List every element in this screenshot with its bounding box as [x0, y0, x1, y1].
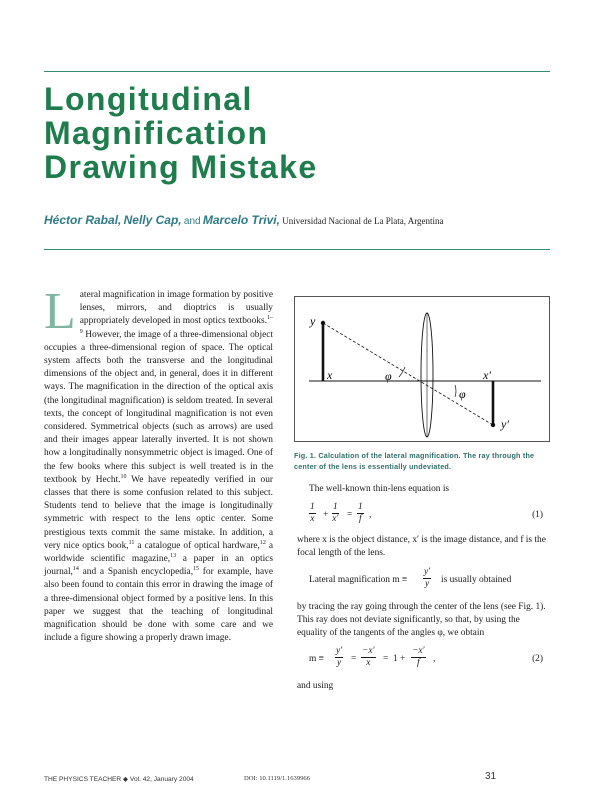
- eq2-one-plus: 1 +: [393, 654, 406, 665]
- eq1-plus: +: [323, 510, 329, 521]
- author-affiliation: Universidad Nacional de La Plata, Argentina: [282, 216, 444, 226]
- top-rule: [44, 71, 550, 72]
- title-line-2: Magnification: [44, 115, 269, 151]
- title-line-1: Longitudinal: [44, 81, 253, 117]
- label-phi-right: φ: [459, 387, 466, 401]
- article-title: [44, 82, 318, 184]
- author-line: [44, 213, 554, 227]
- author-cap: Nelly Cap,: [123, 213, 182, 227]
- ref-14: 14: [72, 566, 79, 573]
- image-tip: [491, 423, 495, 427]
- drop-cap: L: [44, 283, 76, 340]
- body-text-4: a catalogue of optical hardware,: [134, 540, 260, 551]
- author-rule: [44, 249, 550, 250]
- eq1-number: (1): [532, 510, 543, 521]
- page-number: 31: [485, 771, 497, 782]
- figure-1: [294, 296, 550, 442]
- ref-11: 11: [128, 539, 135, 546]
- angle-arc-left: [399, 367, 405, 377]
- eq1-num-2: 1: [333, 502, 338, 513]
- label-y: y: [310, 314, 316, 328]
- eq1-num-1: 1: [310, 502, 315, 513]
- eq1-fraction-2: [332, 502, 339, 525]
- lateral-magnification-line: [297, 567, 547, 595]
- eq2-fraction-3: [411, 646, 426, 669]
- body-text-1: ateral magnification in image formation by positive lenses, mirrors, and dioptrics is usually appropriately developed in most optics textbooks.: [79, 290, 273, 327]
- eq2-num-2: −x′: [362, 646, 375, 657]
- equation-2: [297, 646, 547, 674]
- eq1-comma: ,: [369, 510, 372, 521]
- paragraph-where: where x is the object distance, x′ is the image distance, and f is the focal length of the lens.: [297, 535, 546, 559]
- paragraph-thin-lens-intro: The well-known thin-lens equation is: [309, 484, 450, 494]
- body-text-2: However, the image of a three-dimensional object occupies a three-dimensional region of space. The optical system affects both the transverse and the longitudinal dimensions of the object and, in general, does it in different ways. The magnification in the direction of the optical axis (the longitudinal magnification) is seldom treated. In several texts, the concept of longitudinal magnification is not even considered. Symmetrical objects (such as arrows) are used and their images appear laterally inverted. It is not shown how a longitudinally nonsymmetric object is imaged. One of the few books where this subject is well treated is in the textbook by Hecht.: [44, 329, 273, 485]
- eq2-comma: ,: [433, 654, 436, 665]
- ref-1-9: 1–9: [79, 315, 273, 335]
- lens-diagram: [295, 297, 549, 441]
- eq2-fraction-1: [335, 646, 343, 669]
- ref-15: 15: [193, 566, 200, 573]
- eq2-den-3: f: [416, 658, 420, 669]
- eq1-equals: =: [347, 510, 353, 521]
- eq2-number: (2): [532, 654, 543, 665]
- body-left-column: [44, 283, 273, 645]
- eq2-num-1: y′: [336, 646, 343, 657]
- chief-ray: [323, 323, 493, 425]
- paragraph-ray-tracing: by tracing the ray going through the center of the lens (see Fig. 1). This ray does not deviate significantly, so that, by using the equality of the tangents of the angles φ, we obtain: [297, 601, 546, 639]
- eq2-equals-2: =: [383, 654, 389, 665]
- figure-caption: Fig. 1. Calculation of the lateral magnification. The ray through the center of the lens is essentially undeviated.: [294, 451, 535, 471]
- eq1-den-3: f: [359, 514, 362, 525]
- title-line-3: Drawing Mistake: [44, 149, 318, 185]
- author-trivi: Marcelo Trivi,: [202, 213, 280, 227]
- footer-doi: DOI: 10.1119/1.1639966: [244, 775, 310, 782]
- footer-journal: THE PHYSICS TEACHER ◆ Vol. 42, January 2004: [44, 776, 194, 783]
- eq2-num-3: −x′: [412, 646, 425, 657]
- ref-10: 10: [120, 473, 127, 480]
- lateral-fraction: [423, 567, 431, 590]
- ref-13: 13: [170, 552, 177, 559]
- paragraph-and-using: and using: [297, 681, 334, 692]
- author-rabal: Héctor Rabal,: [44, 213, 122, 227]
- eq2-fraction-2: [361, 646, 376, 669]
- eq1-den-2: x′: [332, 514, 339, 525]
- body-text-3: We have repeatedly verified in our classes that there is some confusion related to this subject. Students tend to believe that the image is longitudinally symmetric with respect to the lens optic center. Some prestigious texts commit the same mistake. In addition, a very nice optics book,: [44, 474, 273, 551]
- equation-1: [297, 502, 547, 530]
- lateral-text-a: Lateral magnification m ≡: [309, 574, 408, 585]
- body-text-7: and a Spanish encyclopedia,: [78, 567, 194, 578]
- object-tip: [321, 321, 325, 325]
- author-conjunction: and: [183, 216, 201, 227]
- label-x-prime: x′: [483, 368, 491, 382]
- body-text-6: a paper in an optics journal,: [44, 554, 273, 578]
- label-phi-left: φ: [385, 369, 392, 383]
- lateral-den: y: [425, 578, 430, 589]
- eq1-fraction-1: [309, 502, 316, 525]
- eq2-m: m ≡: [309, 654, 324, 665]
- eq2-equals-1: =: [351, 654, 357, 665]
- ref-12: 12: [259, 539, 266, 546]
- body-text-8: for example, have also been found to contain this error in drawing the image of a three-dimensional object formed by a positive lens. In this paper we suggest that the teaching of longitudinal magnification should be done with some care and we include a figure showing a properly drawn image.: [44, 567, 273, 644]
- label-x: x: [327, 368, 333, 382]
- eq1-num-3: 1: [358, 502, 363, 513]
- body-text-5: a worldwide scientific magazine,: [44, 540, 273, 565]
- body-right-column: [297, 483, 547, 693]
- lateral-text-b: is usually obtained: [441, 574, 512, 585]
- eq1-fraction-3: [357, 502, 364, 525]
- eq2-den-2: x: [366, 658, 371, 669]
- label-y-prime: y′: [501, 417, 509, 431]
- angle-arc-right: [455, 385, 456, 397]
- eq2-den-1: y: [337, 658, 342, 669]
- lateral-num: y′: [424, 566, 431, 577]
- eq1-den-1: x: [310, 514, 315, 525]
